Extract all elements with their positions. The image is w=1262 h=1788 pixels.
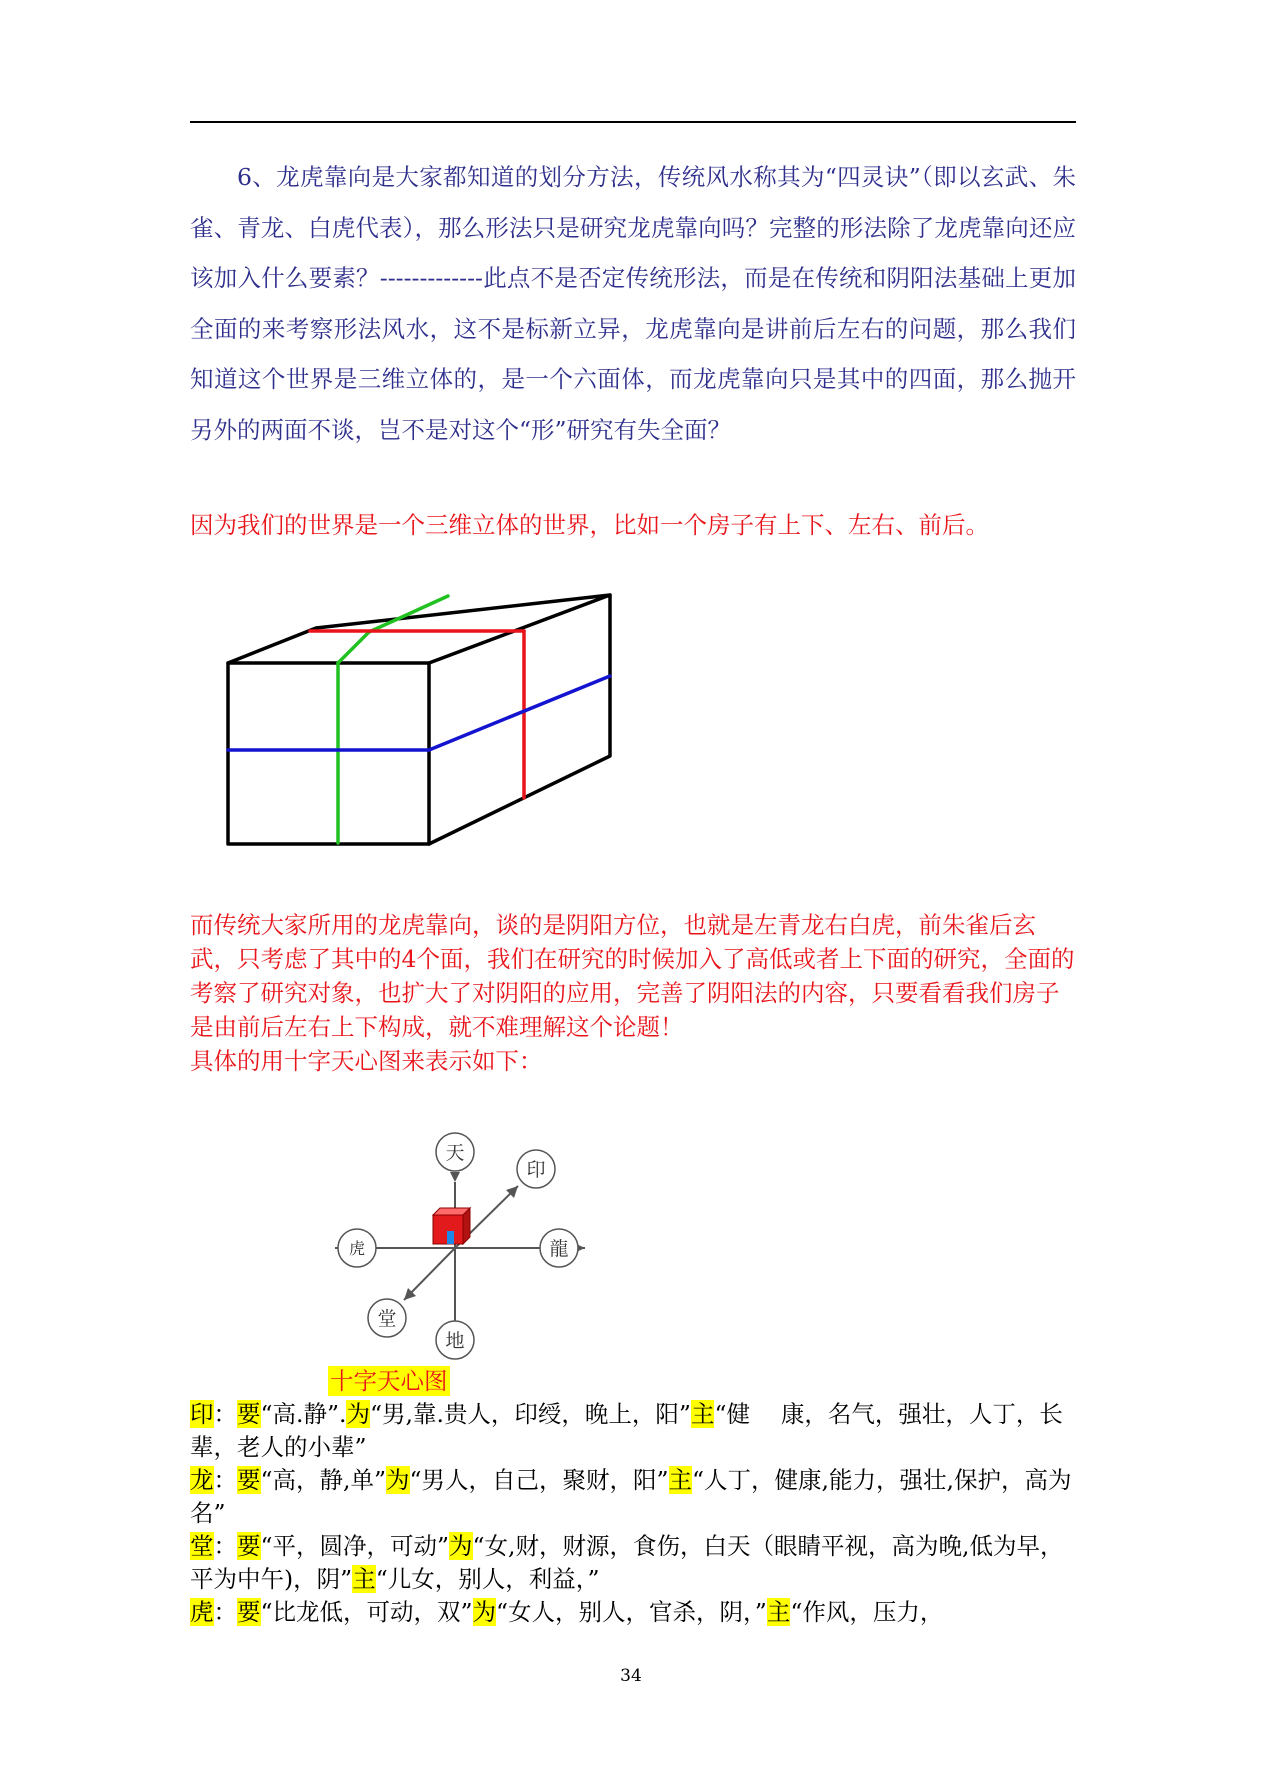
definition-yin (190, 1398, 1076, 1464)
keyword-zhu: 主 (352, 1565, 376, 1593)
term-tang: 堂 (190, 1532, 214, 1560)
node-label-di: 地 (445, 1330, 465, 1352)
term-hu: 虎 (190, 1598, 214, 1626)
box-top-face (228, 595, 610, 663)
answer-intro: 因为我们的世界是一个三维立体的世界，比如一个房子有上下、左右、前后。 (190, 511, 989, 539)
value-yao: “高.静”. (260, 1400, 347, 1428)
keyword-yao: 要 (237, 1598, 261, 1626)
question-paragraph (190, 152, 1076, 455)
term-long: 龙 (190, 1466, 214, 1494)
cross-heart-diagram (310, 1122, 606, 1362)
node-label-tian: 天 (445, 1142, 465, 1164)
keyword-yao: 要 (237, 1400, 261, 1428)
value-zhu: “健 康，名气，强壮，人丁，长辈，老人的小辈” (190, 1400, 1063, 1461)
value-zhu: “人丁，健康,能力，强壮,保护，高为名” (190, 1466, 1072, 1527)
keyword-wei: 为 (449, 1532, 473, 1560)
three-dimensional-box-figure (218, 585, 616, 851)
diagram-caption: 十字天心图 (330, 1367, 448, 1395)
keyword-wei: 为 (472, 1598, 497, 1626)
keyword-wei: 为 (386, 1466, 410, 1494)
node-label-yin: 印 (526, 1159, 546, 1181)
term-sep: ： (213, 1466, 237, 1494)
keyword-zhu: 主 (668, 1466, 693, 1494)
value-zhu: “儿女，别人，利益，” (375, 1565, 600, 1593)
value-zhu: “作风，压力， (790, 1598, 944, 1626)
term-sep: ： (213, 1400, 237, 1428)
explanation-lead: 具体的用十字天心图来表示如下： (190, 1047, 543, 1075)
node-label-hu: 虎 (348, 1239, 366, 1258)
keyword-yao: 要 (237, 1532, 261, 1560)
question-text: 6、龙虎靠向是大家都知道的划分方法，传统风水称其为“四灵诀”（即以玄武、朱雀、青龙、白虎代表），那么形法只是研究龙虎靠向吗？完整的形法除了龙虎靠向还应该加入什么要素？-------------此点不是否定传统形法，而是在传统和阴阳法基础上更加全面的来考察形法风水，这不是标新立异，龙虎靠向是讲前后左右的问题，那么我们知道这个世界是三维立体的，是一个六面体，而龙虎靠向只是其中的四面，那么抛开另外的两面不谈，岂不是对这个“形”研究有失全面？ (190, 163, 1076, 444)
node-label-long: 龍 (549, 1238, 569, 1260)
keyword-wei: 为 (346, 1400, 370, 1428)
header-rule (190, 121, 1076, 123)
term-sep: ： (213, 1532, 237, 1560)
center-cube-icon (433, 1208, 470, 1244)
value-wei: “男,靠.贵人，印绶，晚上，阳” (369, 1400, 691, 1428)
keyword-yao: 要 (237, 1466, 261, 1494)
term-yin: 印 (190, 1400, 214, 1428)
value-yao: “高，静,单” (260, 1466, 386, 1494)
value-wei: “女人，别人，官杀，阴，” (496, 1598, 767, 1626)
blue-right-line (429, 676, 610, 750)
value-wei: “男人，自己，聚财，阳” (409, 1466, 669, 1494)
definition-hu (190, 1596, 1076, 1629)
explanation-paragraph (190, 908, 1076, 1078)
definition-tang (190, 1530, 1076, 1596)
value-yao: “平，圆净，可动” (260, 1532, 450, 1560)
term-sep: ： (213, 1598, 237, 1626)
explanation-text: 而传统大家所用的龙虎靠向，谈的是阴阳方位，也就是左青龙右白虎，前朱雀后玄武，只考虑了其中的4个面，我们在研究的时候加入了高低或者上下面的研究，全面的考察了研究对象，也扩大了对阴阳的应用，完善了阴阳法的内容，只要看看我们房子是由前后左右上下构成，就不难理解这个论题！ (190, 911, 1075, 1041)
box-front-face (228, 663, 429, 844)
value-yao: “比龙低，可动，双” (260, 1598, 473, 1626)
keyword-zhu: 主 (690, 1400, 715, 1428)
definition-long (190, 1464, 1076, 1530)
page-number: 34 (620, 1666, 642, 1686)
node-label-tang: 堂 (377, 1308, 397, 1330)
value-wei: “女,财，财源，食伤，白天（眼睛平视，高为晚,低为早，平为中午)，阴” (190, 1532, 1064, 1593)
keyword-zhu: 主 (766, 1598, 791, 1626)
definitions-list (190, 1398, 1076, 1629)
